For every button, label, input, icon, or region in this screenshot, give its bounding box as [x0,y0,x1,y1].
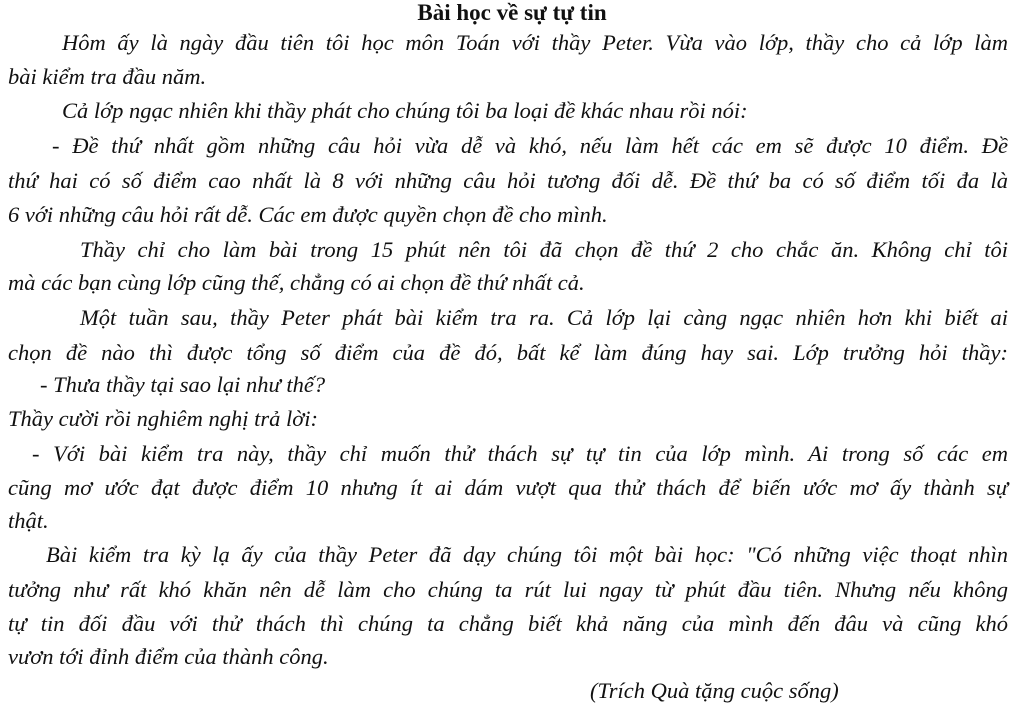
text-line: Một tuần sau, thầy Peter phát bài kiểm tra ra. Cả lớp lại càng ngạc nhiên hơn khi biết ai [80,305,1008,330]
text-line: 6 với những câu hỏi rất dễ. Các em được quyền chọn đề cho mình. [8,202,608,227]
source-citation: (Trích Quà tặng cuộc sống) [590,678,839,703]
text-line: Bài kiểm tra kỳ lạ ấy của thầy Peter đã dạy chúng tôi một bài học: "Có những việc thoạt nhìn [46,542,1008,567]
text-line: cũng mơ ước đạt được điểm 10 nhưng ít ai dám vượt qua thử thách để biến ước mơ ấy thành sự [8,475,1008,500]
text-line: mà các bạn cùng lớp cũng thế, chẳng có ai chọn đề thứ nhất cả. [8,270,585,295]
text-line: bài kiểm tra đầu năm. [8,64,207,89]
text-line: - Thưa thầy tại sao lại như thế? [40,372,326,397]
text-line: - Đề thứ nhất gồm những câu hỏi vừa dễ và khó, nếu làm hết các em sẽ được 10 điểm. Đề [52,133,1008,158]
text-line: - Với bài kiểm tra này, thầy chỉ muốn thử thách sự tự tin của lớp mình. Ai trong số các em [32,441,1008,466]
text-line: Thầy chỉ cho làm bài trong 15 phút nên tôi đã chọn đề thứ 2 cho chắc ăn. Không chỉ tôi [80,237,1008,262]
text-line: tự tin đối đầu với thử thách thì chúng ta chẳng biết khả năng của mình đến đâu và cũng khó [8,611,1008,636]
text-line: chọn đề nào thì được tổng số điểm của đề đó, bất kể làm đúng hay sai. Lớp trưởng hỏi thầy: [8,340,1008,365]
text-line: vươn tới đỉnh điểm của thành công. [8,644,329,669]
text-line: Thầy cười rồi nghiêm nghị trả lời: [8,406,319,431]
page-title: Bài học về sự tự tin [417,0,607,25]
text-line: Hôm ấy là ngày đầu tiên tôi học môn Toán với thầy Peter. Vừa vào lớp, thầy cho cả lớp làm [62,30,1008,55]
text-line: tưởng như rất khó khăn nên dễ làm cho chúng ta rút lui ngay từ phút đầu tiên. Nhưng nếu không [8,577,1008,602]
text-line: thứ hai có số điểm cao nhất là 8 với những câu hỏi tương đối dễ. Đề thứ ba có số điểm tối đa là [8,168,1008,193]
text-line: Cả lớp ngạc nhiên khi thầy phát cho chúng tôi ba loại đề khác nhau rồi nói: [62,98,748,123]
text-line: thật. [8,508,49,533]
